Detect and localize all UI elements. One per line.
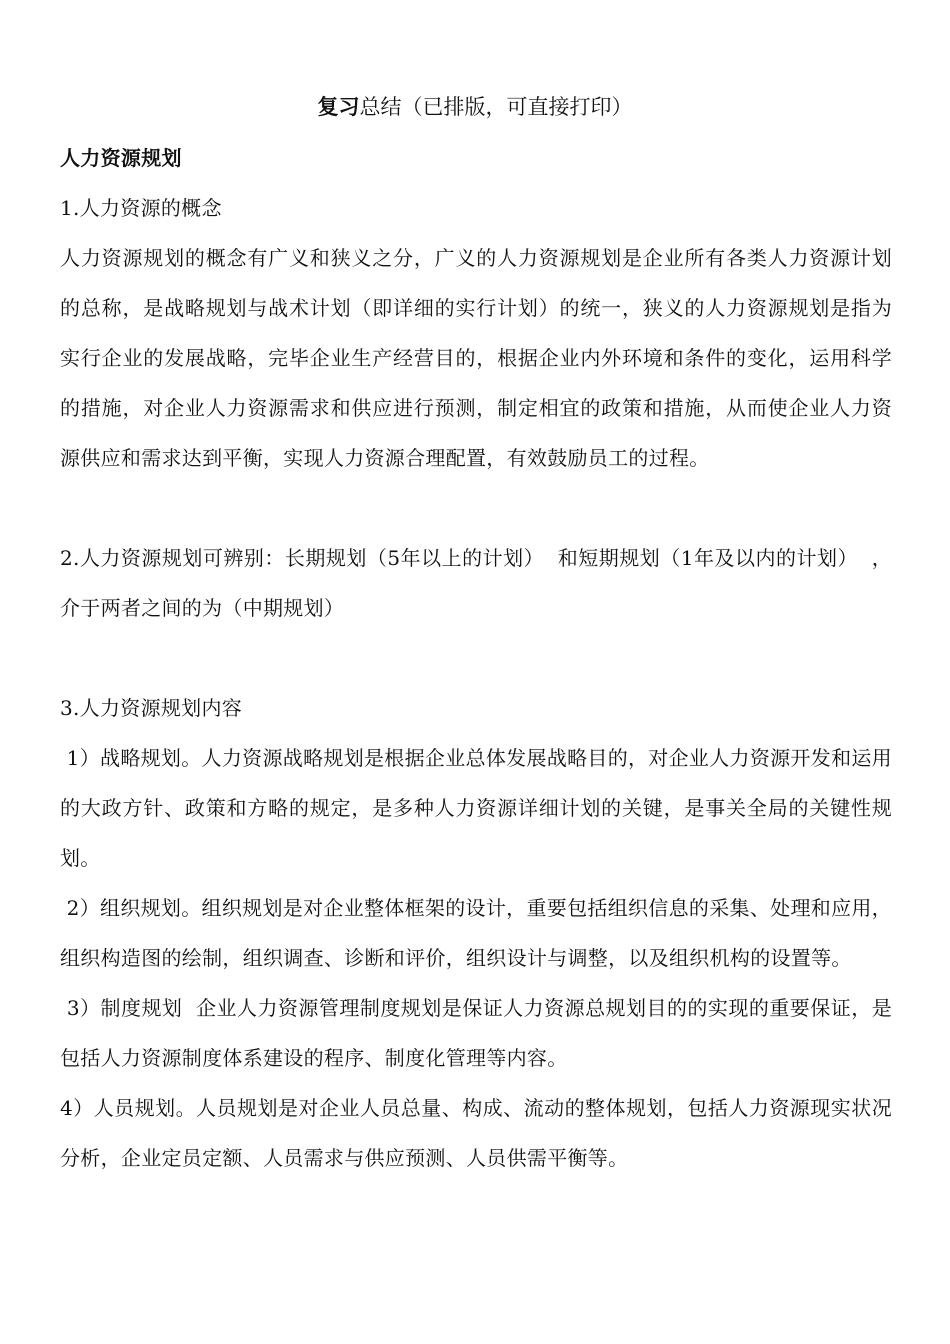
item1-paragraph: 人力资源规划的概念有广义和狭义之分，广义的人力资源规划是企业所有各类人力资源计划的总称，是战略规划与战术计划（即详细的实行计划）的统一，狭义的人力资源规划是指为实行企业的发展战略，完毕企业生产经营目的，根据企业内外环境和条件的变化，运用科学的措施，对企业人力资源需求和供应进行预测，制定相宜的政策和措施，从而使企业人力资源供应和需求达到平衡，实现人力资源合理配置，有效鼓励员工的过程。 — [60, 246, 892, 470]
item3-sub1-paragraph: 1）战略规划。人力资源战略规划是根据企业总体发展战略目的，对企业人力资源开发和运用的大政方针、政策和方略的规定，是多种人力资源详细计划的关键，是事关全局的关键性规划。 — [60, 746, 892, 870]
document-body — [60, 133, 892, 1183]
document-title — [0, 92, 950, 122]
item3-sub2-paragraph: 2）组织规划。组织规划是对企业整体框架的设计，重要包括组织信息的采集、处理和应用，组织构造图的绘制，组织调查、诊断和评价，组织设计与调整，以及组织机构的设置等。 — [60, 896, 892, 970]
spacer — [60, 633, 892, 683]
item3-heading: 3.人力资源规划内容 — [60, 696, 243, 720]
item2-paragraph: 2.人力资源规划可辨别：长期规划（5年以上的计划） 和短期规划（1年及以内的计划） ，介于两者之间的为（中期规划） — [60, 546, 892, 620]
title-rest: 总结（已排版，可直接打印） — [359, 95, 633, 119]
item3-sub4-paragraph: 4）人员规划。人员规划是对企业人员总量、构成、流动的整体规划，包括人力资源现实状况分析，企业定员定额、人员需求与供应预测、人员供需平衡等。 — [60, 1096, 892, 1170]
title-bold-part: 复习 — [317, 95, 360, 119]
item3-sub3-paragraph: 3）制度规划 企业人力资源管理制度规划是保证人力资源总规划目的的实现的重要保证，是包括人力资源制度体系建设的程序、制度化管理等内容。 — [60, 996, 892, 1070]
section-heading: 人力资源规划 — [60, 146, 182, 170]
item1-heading: 1.人力资源的概念 — [60, 196, 222, 220]
spacer — [60, 483, 892, 533]
